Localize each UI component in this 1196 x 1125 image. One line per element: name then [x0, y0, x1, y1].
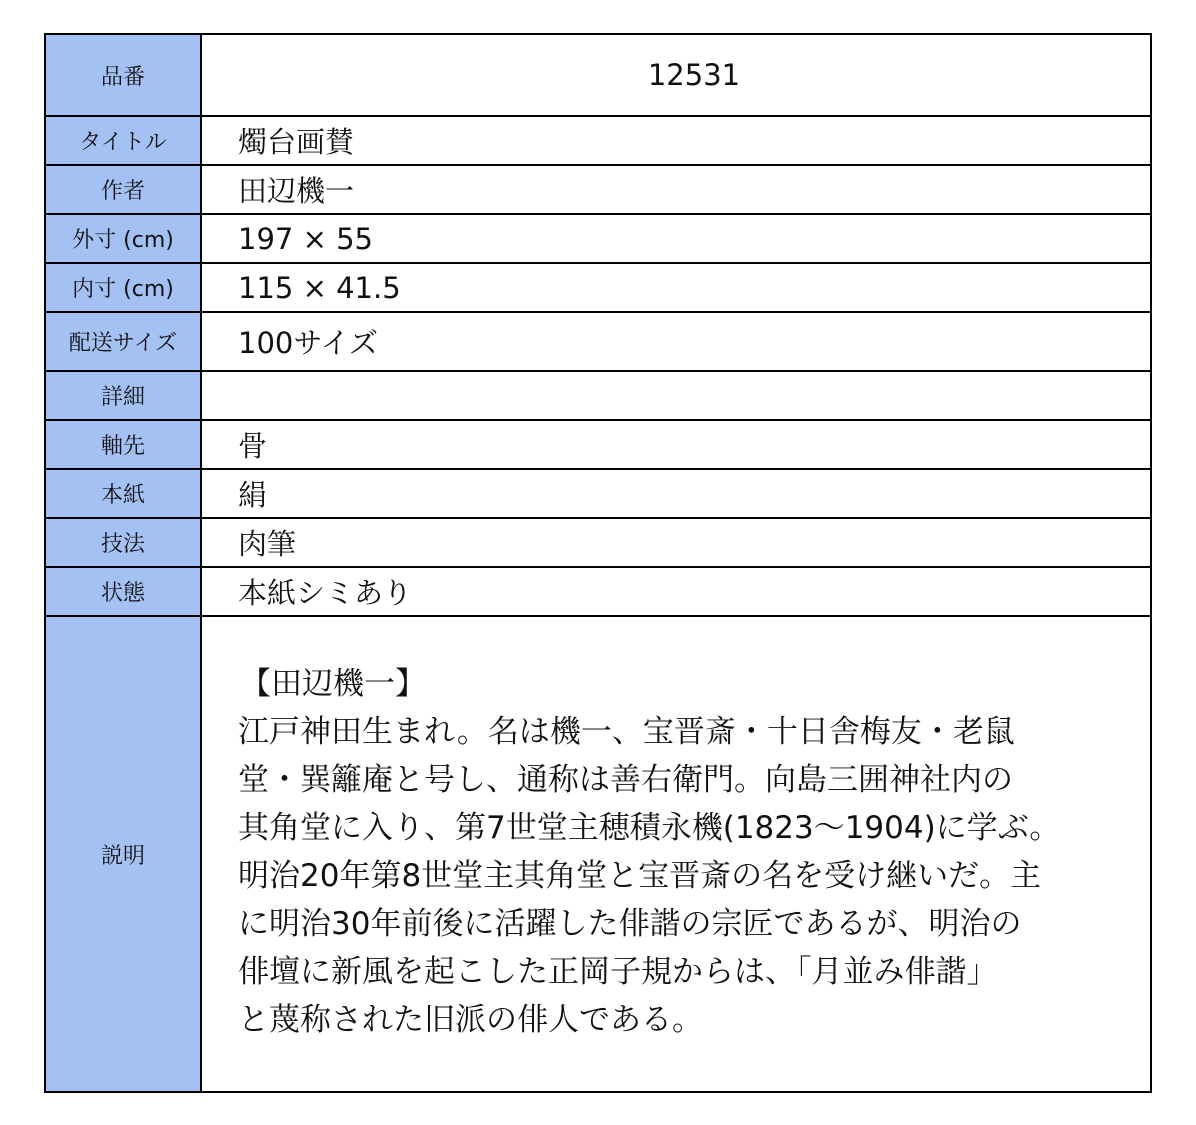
description-line: に明治30年前後に活躍した俳諧の宗匠であるが、明治の: [238, 906, 1022, 942]
row-condition: [45, 567, 1151, 616]
value-details: [201, 371, 1151, 420]
row-outer-size: [45, 214, 1151, 263]
row-honshi: [45, 469, 1151, 518]
label-jikusaki: 軸先: [45, 420, 201, 469]
label-outer-size: 外寸 (cm): [45, 214, 201, 263]
description-line: 堂・巽籬庵と号し、通称は善右衛門。向島三囲神社内の: [238, 762, 1013, 798]
row-author: [45, 165, 1151, 214]
value-outer-size: 197 × 55: [201, 214, 1151, 263]
row-jikusaki: [45, 420, 1151, 469]
label-hinban: 品番: [45, 34, 201, 116]
description-line: 其角堂に入り、第7世堂主穂積永機(1823〜1904)に学ぶ。: [238, 810, 1061, 846]
row-description: [45, 616, 1151, 1092]
value-honshi: 絹: [201, 469, 1151, 518]
label-honshi: 本紙: [45, 469, 201, 518]
label-title: タイトル: [45, 116, 201, 165]
label-author: 作者: [45, 165, 201, 214]
row-shipping-size: [45, 312, 1151, 371]
row-hinban: [45, 34, 1151, 116]
row-title: [45, 116, 1151, 165]
value-jikusaki: 骨: [201, 420, 1151, 469]
value-title: 燭台画賛: [201, 116, 1151, 165]
description-line: 俳壇に新風を起こした正岡子規からは、「月並み俳諧」: [238, 954, 998, 990]
value-shipping-size: 100サイズ: [201, 312, 1151, 371]
value-author: 田辺機一: [201, 165, 1151, 214]
description-line: と蔑称された旧派の俳人である。: [238, 1002, 703, 1038]
label-inner-size: 内寸 (cm): [45, 263, 201, 312]
label-description: 説明: [45, 616, 201, 1092]
product-spec-table: [44, 33, 1152, 1093]
value-hinban: 12531: [201, 34, 1151, 116]
value-condition: 本紙シミあり: [201, 567, 1151, 616]
value-technique: 肉筆: [201, 518, 1151, 567]
row-technique: [45, 518, 1151, 567]
value-description: [201, 616, 1151, 1092]
row-details: [45, 371, 1151, 420]
description-line: 江戸神田生まれ。名は機一、宝晋斎・十日舎梅友・老鼠: [238, 714, 1015, 750]
label-details: 詳細: [45, 371, 201, 420]
label-shipping-size: 配送サイズ: [45, 312, 201, 371]
label-condition: 状態: [45, 567, 201, 616]
row-inner-size: [45, 263, 1151, 312]
description-line: 明治20年第8世堂主其角堂と宝晋斎の名を受け継いだ。主: [238, 858, 1042, 894]
description-heading: 【田辺機一】: [240, 666, 426, 702]
label-technique: 技法: [45, 518, 201, 567]
value-inner-size: 115 × 41.5: [201, 263, 1151, 312]
